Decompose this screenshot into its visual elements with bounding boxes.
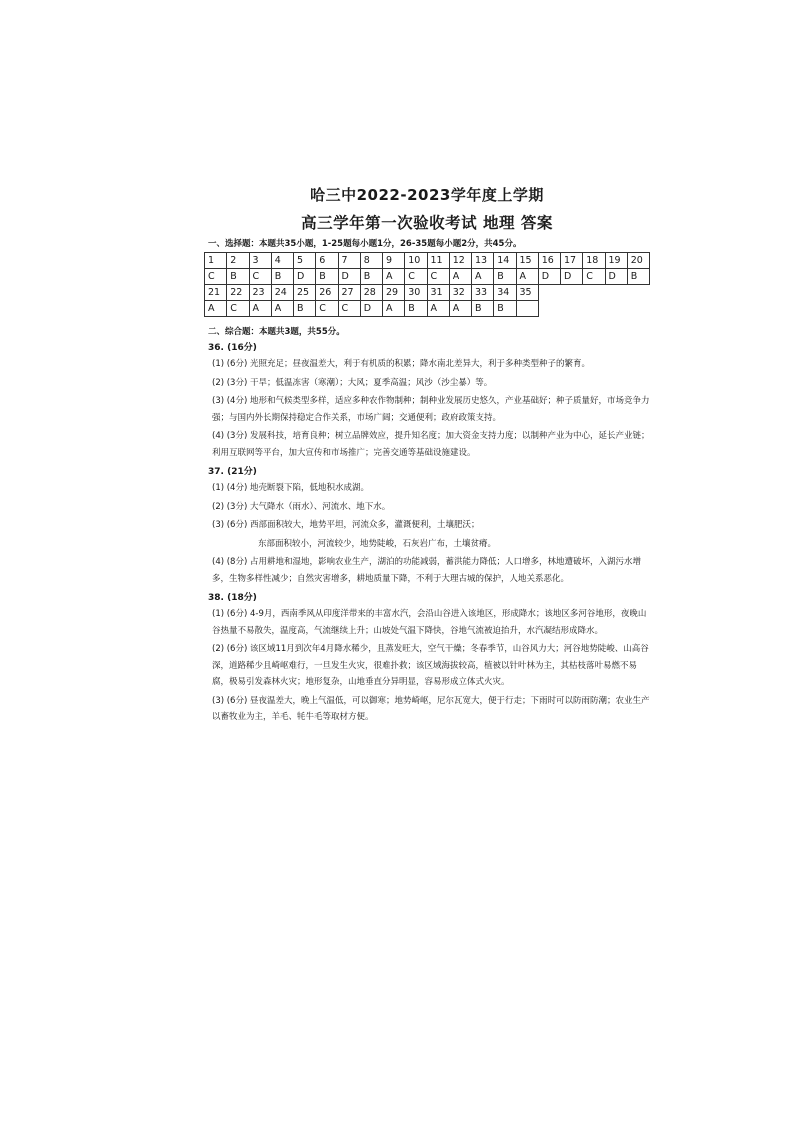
- q-answer: B: [494, 301, 516, 317]
- q-num: 18: [583, 253, 605, 269]
- q-num: 14: [494, 253, 516, 269]
- q-num: 29: [383, 285, 405, 301]
- q-answer-empty: [516, 301, 538, 317]
- q-num: 17: [561, 253, 583, 269]
- q-answer: B: [227, 269, 249, 285]
- answer-row-letters-2: [205, 301, 650, 317]
- q-answer: A: [249, 301, 271, 317]
- q36-part4: (4) (3分) 发展科技，培育良种；树立品牌效应，提升知名度；加大资金支持力度；以制种产业为中心，延长产业链；利用互联网等平台，加大宣传和市场推广；完善交通等基础设施建设。: [212, 431, 650, 458]
- q-answer: A: [449, 269, 471, 285]
- q-answer: C: [205, 269, 227, 285]
- answer-row-letters-1: [205, 269, 650, 285]
- q-num: 3: [249, 253, 271, 269]
- q37-part1: (1) (4分) 地壳断裂下陷，低地积水成湖。: [212, 483, 369, 493]
- q-num: 12: [449, 253, 471, 269]
- q-answer: A: [516, 269, 538, 285]
- q-answer: C: [338, 301, 360, 317]
- q-num: 28: [360, 285, 382, 301]
- q-answer: D: [338, 269, 360, 285]
- q-num: 34: [494, 285, 516, 301]
- q-answer: A: [472, 269, 494, 285]
- q37-part2: (2) (3分) 大气降水（雨水）、河流水、地下水。: [212, 501, 391, 512]
- q-answer: B: [360, 269, 382, 285]
- section1-heading: 一、选择题：本题共35小题，1-25题每小题1分，26-35题每小题2分，共45分。: [208, 239, 522, 249]
- q-answer: C: [583, 269, 605, 285]
- q-num: 11: [427, 253, 449, 269]
- q-num: 27: [338, 285, 360, 301]
- answer-sheet: [204, 184, 650, 728]
- q-num: 33: [472, 285, 494, 301]
- q-num: 31: [427, 285, 449, 301]
- q-num: 4: [271, 253, 293, 269]
- q-num: 35: [516, 285, 538, 301]
- q-num: 2: [227, 253, 249, 269]
- q36-part2: (2) (3分) 干旱；低温冻害（寒潮）；大风；夏季高温；风沙（沙尘暴）等。: [212, 377, 493, 388]
- answer-row-numbers-2: [205, 285, 650, 301]
- q-num: 30: [405, 285, 427, 301]
- q-num: 10: [405, 253, 427, 269]
- q-answer: B: [316, 269, 338, 285]
- q37-part4: (4) (8分) 占用耕地和湿地，影响农业生产，湖泊的功能减弱，蓄洪能力降低；人口增多，林地遭破坏，入湖污水增多，生物多样性减少；自然灾害增多，耕地质量下降，不利于大理古城的保护，人地关系恶化。: [212, 557, 641, 584]
- q37-part3-east: 东部面积较小，河流较少，地势陡峻，石灰岩广布，土壤贫瘠。: [258, 538, 497, 549]
- q-num: 7: [338, 253, 360, 269]
- q-num: 26: [316, 285, 338, 301]
- q-answer: B: [627, 269, 649, 285]
- q38-part1: (1) (6分) 4-9月，西南季风从印度洋带来的丰富水汽，会沿山谷进入该地区，形成降水；该地区多河谷地形，夜晚山谷热量不易散失，温度高，气流继续上升；山坡处气温下降快，谷地气流被迫抬升，水汽凝结形成降水。: [212, 609, 647, 636]
- q36-part1: (1) (6分) 光照充足；昼夜温差大，利于有机质的积累；降水南北差异大，利于多种类型种子的繁育。: [212, 359, 590, 369]
- q-num: 22: [227, 285, 249, 301]
- q-answer: D: [360, 301, 382, 317]
- q-num: 20: [627, 253, 649, 269]
- q-answer: D: [294, 269, 316, 285]
- q-answer: A: [449, 301, 471, 317]
- q-num: 16: [538, 253, 560, 269]
- q-answer: A: [427, 301, 449, 317]
- q-num: 8: [360, 253, 382, 269]
- q-answer: A: [271, 301, 293, 317]
- q36-heading: 36. (16分): [208, 343, 257, 353]
- q36-part3: (3) (4分) 地形和气候类型多样，适应多种农作物制种；制种业发展历史悠久，产业基础好；种子质量好，市场竞争力强；与国内外长期保持稳定合作关系，市场广阔；交通便利；政府政策支持。: [212, 396, 650, 423]
- q-num: 13: [472, 253, 494, 269]
- q-num: 19: [605, 253, 627, 269]
- q-answer: D: [538, 269, 560, 285]
- q38-heading: 38. (18分): [208, 593, 257, 603]
- exam-title: 哈三中2022-2023学年度上学期: [310, 186, 544, 204]
- q-answer: D: [605, 269, 627, 285]
- q-num: 21: [205, 285, 227, 301]
- q-answer: B: [294, 301, 316, 317]
- q-answer: C: [316, 301, 338, 317]
- q-answer: A: [205, 301, 227, 317]
- q-answer: A: [383, 269, 405, 285]
- answer-table: [204, 252, 650, 317]
- q-answer: B: [405, 301, 427, 317]
- q38-part3: (3) (6分) 昼夜温差大，晚上气温低，可以御寒；地势崎岖，尼尔瓦宽大，便于行走；下雨时可以防雨防潮；农业生产以畜牧业为主，羊毛、牦牛毛等取材方便。: [212, 695, 650, 722]
- q-answer: C: [427, 269, 449, 285]
- q-answer: C: [405, 269, 427, 285]
- q-answer: B: [472, 301, 494, 317]
- q-num: 24: [271, 285, 293, 301]
- q-answer: D: [561, 269, 583, 285]
- q-answer: C: [227, 301, 249, 317]
- q-num: 1: [205, 253, 227, 269]
- exam-subtitle: 高三学年第一次验收考试 地理 答案: [301, 214, 553, 232]
- q-answer: A: [383, 301, 405, 317]
- q-answer: C: [249, 269, 271, 285]
- q-num: 15: [516, 253, 538, 269]
- q-num: 6: [316, 253, 338, 269]
- q-num: 23: [249, 285, 271, 301]
- q-num: 9: [383, 253, 405, 269]
- answer-row-numbers-1: [205, 253, 650, 269]
- q-num: 32: [449, 285, 471, 301]
- q38-part2: (2) (6分) 该区域11月到次年4月降水稀少，且蒸发旺大，空气干燥；冬春季节，山谷风力大；河谷地势陡峻、山高谷深，道路稀少且崎岖难行，一旦发生火灾，很难扑救；该区域海拔较高，植被以针叶林为主，其枯枝落叶易燃不易腐，极易引发森林火灾；地形复杂，山地垂直分异明显，容易形成立体式火灾。: [212, 644, 649, 687]
- q-answer: B: [494, 269, 516, 285]
- q37-heading: 37. (21分): [208, 467, 257, 477]
- q-answer: B: [271, 269, 293, 285]
- q-num: 5: [294, 253, 316, 269]
- q37-part3-west: (3) (6分) 西部面积较大，地势平坦，河流众多，灌溉便利，土壤肥沃；: [212, 520, 480, 530]
- q-num: 25: [294, 285, 316, 301]
- section2-heading: 二、综合题：本题共3题，共55分。: [208, 327, 345, 337]
